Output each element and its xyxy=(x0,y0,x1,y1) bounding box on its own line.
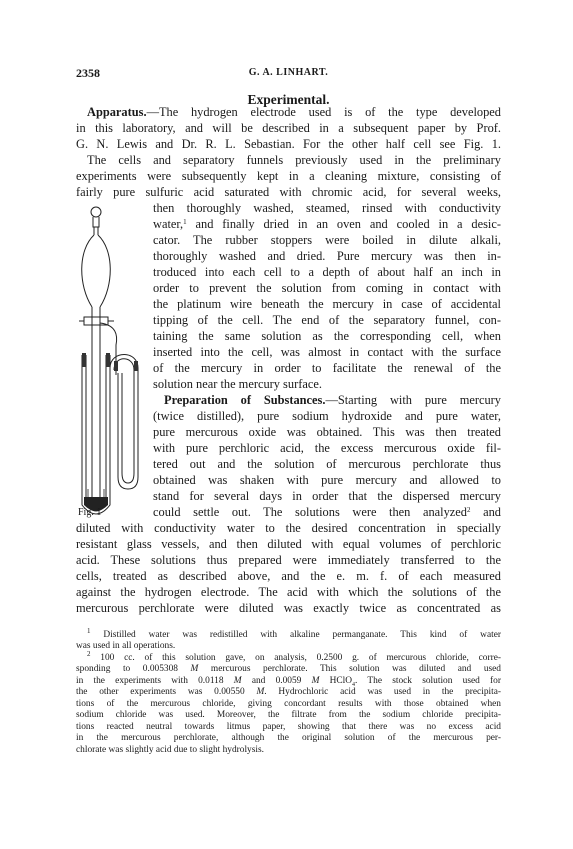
body-line: cator. The rubber stoppers were boiled in dilute alkali, xyxy=(153,233,501,247)
figure-caption: Fig. 1 xyxy=(78,507,102,518)
body-line: order to prevent the solution from coming in contact with xyxy=(153,281,501,295)
body-line: of the mercury in order to facilitate the renewal of the xyxy=(153,361,501,375)
body-line: tipping of the cell. The end of the separatory funnel, con- xyxy=(153,313,501,327)
body-line: stand for several days in order that the dispersed mercury xyxy=(153,489,501,503)
body-line: resistant glass vessels, and then diluted with equal volumes of perchloric xyxy=(76,537,501,551)
body-line: troduced into each cell to a depth of about half an inch in xyxy=(153,265,501,279)
body-line: the platinum wire beneath the mercury in case of accidental xyxy=(153,297,501,311)
separatory-funnel-cell-figure xyxy=(76,205,148,523)
body-line: cells, treated as described above, and the e. m. f. of each measured xyxy=(76,569,501,583)
footnote-line: $^2$ 100 cc. of this solution gave, on analysis, 0.2500 g. of mercurous chloride, corre- xyxy=(87,650,501,663)
body-line: mercurous perchlorate were diluted was exactly twice as concentrated as xyxy=(76,601,501,615)
body-line: thoroughly washed and dried. Pure mercury was then in- xyxy=(153,249,501,263)
body-line: obtained was shaken with pure mercury and allowed to xyxy=(153,473,501,487)
running-head: G. A. LINHART. xyxy=(248,67,329,78)
body-line: taining the same solution as the corresponding cell, when xyxy=(153,329,501,343)
body-line: experiments were subsequently kept in a cleaning mixture, consisting of xyxy=(76,169,501,183)
body-line: water,$^1$ and finally dried in an oven and cooled in a desic- xyxy=(153,217,501,231)
body-line: then thoroughly washed, steamed, rinsed with conductivity xyxy=(153,201,501,215)
footnote-line: tions of the mercurous chloride, giving concordant results with those obtained when xyxy=(76,699,501,709)
body-line: fairly pure sulfuric acid saturated with chromic acid, for several weeks, xyxy=(76,185,501,199)
body-line: (twice distilled), pure sodium hydroxide and pure water, xyxy=(153,409,501,423)
footnote-line: was used in all operations. xyxy=(76,641,176,651)
footnote-line: tions reacted neutral towards litmus paper, showing that there was no excess acid xyxy=(76,722,501,732)
body-line: in this laboratory, and will be described in a subsequent paper by Prof. xyxy=(76,121,501,135)
footnote-line: sponding to 0.005308 M mercurous perchlorate. This solution was diluted and used xyxy=(76,664,501,674)
footnote-line: in the mercurous perchlorate, although the original solution of the mercurous per- xyxy=(76,733,501,743)
body-line: could settle out. The solutions were then analyzed$^2$ and xyxy=(153,505,501,519)
body-line: tered out and the solution of mercurous perchlorate thus xyxy=(153,457,501,471)
footnote-line: the other experiments was 0.00550 M. Hydrochloric acid was used in the precipita- xyxy=(76,687,501,697)
body-line: G. N. Lewis and Dr. R. L. Sebastian. For the other half cell see Fig. 1. xyxy=(76,137,501,151)
footnote-line: in the experiments with 0.0118 M and 0.0059 M HClO$_4$. The stock solution used for xyxy=(76,676,501,688)
page-header xyxy=(76,66,501,82)
body-line: inserted into the cell, was almost in contact with the surface xyxy=(153,345,501,359)
page-number: 2358 xyxy=(76,66,100,80)
body-line: solution near the mercury surface. xyxy=(153,377,322,391)
footnote-line: sodium chloride was used. Moreover, the filtrate from the sodium chloride precipita- xyxy=(76,710,501,720)
body-line: Apparatus.—The hydrogen electrode used is of the type developed xyxy=(87,105,501,119)
body-line: Preparation of Substances.—Starting with pure mercury xyxy=(164,393,501,407)
section-title: Experimental. xyxy=(247,92,330,107)
body-line: against the hydrogen electrode. The acid with which the solutions of the xyxy=(76,585,501,599)
body-line: pure mercurous oxide was obtained. This was then treated xyxy=(153,425,501,439)
footnote-line: $^1$ Distilled water was redistilled with alkaline permanganate. This kind of water xyxy=(87,627,501,640)
body-line: with pure perchloric acid, the excess mercurous oxide fil- xyxy=(153,441,501,455)
body-line: acid. These solutions thus prepared were immediately transferred to the xyxy=(76,553,501,567)
footnote-line: chlorate was slightly acid due to slight hydrolysis. xyxy=(76,745,264,755)
body-line: diluted with conductivity water to the desired concentration in specially xyxy=(76,521,501,535)
body-line: The cells and separatory funnels previously used in the preliminary xyxy=(87,153,501,167)
